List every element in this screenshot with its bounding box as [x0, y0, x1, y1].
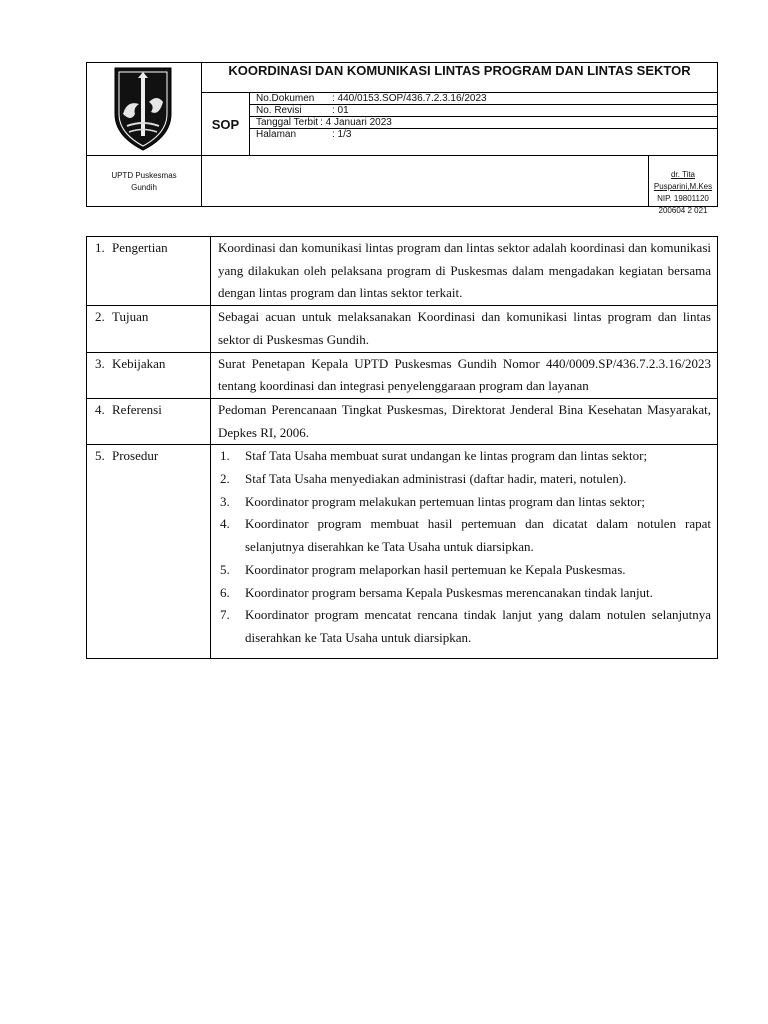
- procedure-cell: [211, 445, 718, 658]
- meta-row-revision: [250, 105, 717, 117]
- item-text: Koordinator program melakukan pertemuan lintas program dan lintas sektor;: [245, 493, 645, 509]
- section-title: Prosedur: [112, 448, 159, 464]
- list-item: [218, 468, 711, 491]
- meta-label: Halaman: [256, 129, 297, 140]
- item-text: Koordinator program mencatat rencana tindak lanjut yang dalam notulen selanjutnya diserahkan ke Tata Usaha untuk diarsipkan.: [245, 607, 711, 645]
- item-number: 6.: [220, 584, 230, 600]
- item-number: 7.: [220, 607, 230, 623]
- item-text: Koordinator program membuat hasil pertemuan dan dicatat dalam notulen rapat selanjutnya diserahkan ke Tata Usaha untuk diarsipkan.: [245, 516, 711, 555]
- item-text: Koordinator program bersama Kepala Puskesmas merencanakan tindak lanjut.: [245, 584, 653, 600]
- procedure-list: [218, 445, 711, 649]
- item-text: Staf Tata Usaha menyediakan administrasi (daftar hadir, materi, notulen).: [245, 471, 627, 487]
- table-row: [87, 398, 718, 444]
- organization-name: [87, 156, 202, 206]
- list-item: [218, 582, 711, 605]
- list-item: [218, 491, 711, 514]
- meta-label: Tanggal Terbit: [256, 117, 319, 128]
- table-row: [87, 306, 718, 352]
- meta-value: : 01: [332, 105, 349, 116]
- section-label: [87, 352, 211, 398]
- org-line-1: UPTD Puskesmas: [111, 171, 177, 180]
- section-text: Pedoman Perencanaan Tingkat Puskesmas, Direktorat Jenderal Bina Kesehatan Masyarakat, Depkes RI, 2006.: [211, 398, 718, 444]
- doc-type-label: SOP: [202, 93, 250, 155]
- meta-row-doc-number: [250, 93, 717, 105]
- empty-cell: [202, 156, 649, 206]
- meta-label: No.Dokumen: [256, 93, 315, 104]
- sop-header: [86, 62, 718, 215]
- table-row: [87, 237, 718, 306]
- org-line-2: Gundih: [131, 183, 157, 192]
- item-text: Staf Tata Usaha membuat surat undangan ke lintas program dan lintas sektor;: [245, 448, 648, 464]
- meta-value: : 440/0153.SOP/436.7.2.3.16/2023: [332, 93, 487, 104]
- meta-value: : 1/3: [332, 129, 352, 140]
- item-number: 5.: [220, 561, 230, 577]
- section-label: [87, 306, 211, 352]
- section-label: [87, 237, 211, 306]
- logo-cell: [87, 63, 202, 155]
- section-label: [87, 398, 211, 444]
- item-text: Koordinator program melaporkan hasil pertemuan ke Kepala Puskesmas.: [245, 561, 626, 577]
- item-number: 1.: [220, 448, 230, 464]
- city-emblem-icon: [105, 64, 181, 152]
- section-title: Pengertian: [112, 240, 168, 255]
- signer-name: dr. Tita Pusparini,M.Kes: [653, 170, 713, 191]
- sop-content-table: [86, 236, 718, 659]
- meta-row-issue-date: [250, 117, 717, 129]
- item-number: 3.: [220, 493, 230, 509]
- list-item: [218, 604, 711, 649]
- section-number: 4.: [95, 401, 105, 417]
- section-title: Tujuan: [112, 309, 149, 325]
- table-row: [87, 445, 718, 658]
- section-text: Sebagai acuan untuk melaksanakan Koordinasi dan komunikasi lintas program dan lintas sektor di Puskesmas Gundih.: [211, 306, 718, 352]
- section-label: [87, 445, 211, 658]
- item-number: 2.: [220, 471, 230, 487]
- section-number: 5.: [95, 448, 105, 464]
- meta-row-page: [250, 129, 717, 140]
- item-number: 4.: [220, 516, 230, 532]
- meta-label: No. Revisi: [256, 105, 302, 116]
- section-text: Koordinasi dan komunikasi lintas program dan lintas sektor adalah koordinasi dan komunikasi yang dilakukan oleh pelaksana program di Puskesmas dalam mengadakan kegiatan bersama dengan lintas program dan lintas sektor terkait.: [211, 237, 718, 306]
- list-item: [218, 513, 711, 558]
- section-number: 3.: [95, 355, 105, 371]
- section-number: 2.: [95, 309, 105, 325]
- header-footer-row: [87, 155, 717, 215]
- sop-title: KOORDINASI DAN KOMUNIKASI LINTAS PROGRAM DAN LINTAS SEKTOR: [202, 63, 717, 93]
- meta-value: : 4 Januari 2023: [320, 117, 392, 128]
- signature-block: [649, 156, 717, 215]
- section-text: Surat Penetapan Kepala UPTD Puskesmas Gundih Nomor 440/0009.SP/436.7.2.3.16/2023 tentang koordinasi dan integrasi penyelenggaraan program dan layanan: [211, 352, 718, 398]
- table-row: [87, 352, 718, 398]
- signer-nip: NIP. 19801120 200604 2 021: [657, 194, 709, 215]
- section-title: Kebijakan: [112, 355, 166, 371]
- list-item: [218, 445, 711, 468]
- doc-meta: [250, 93, 717, 155]
- section-title: Referensi: [112, 401, 162, 417]
- list-item: [218, 559, 711, 582]
- section-number: 1.: [95, 240, 105, 255]
